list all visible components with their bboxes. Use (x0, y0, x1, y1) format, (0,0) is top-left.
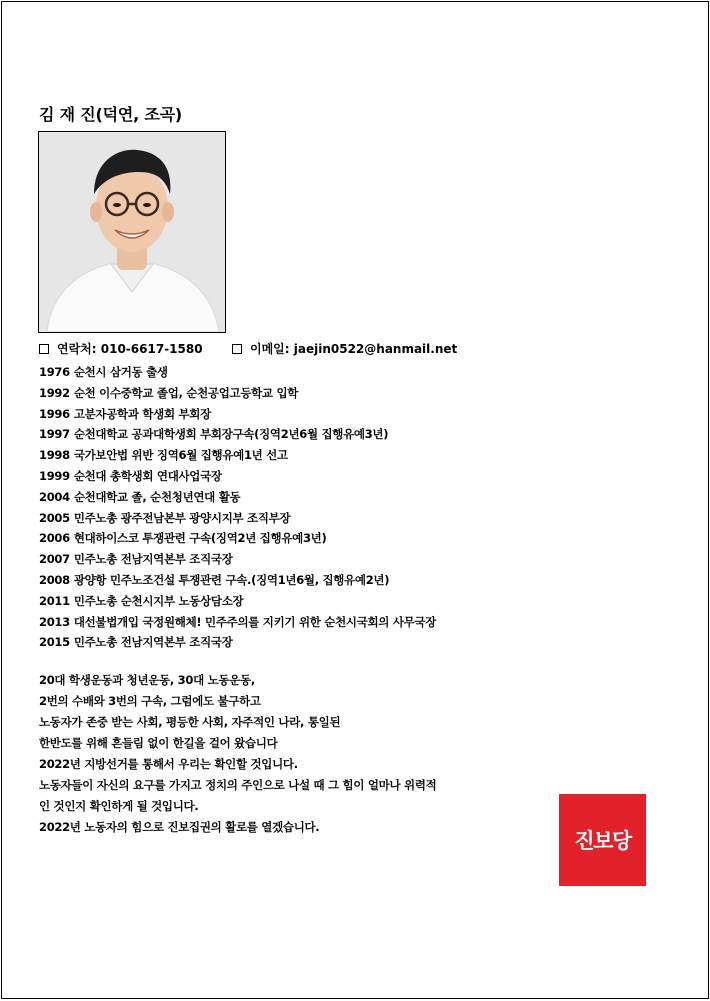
timeline-text: 광양항 민주노조건설 투쟁관련 구속.(징역1년6월, 집행유예2년) (73, 572, 390, 587)
checkbox-square-icon (232, 344, 242, 354)
timeline-row (39, 508, 679, 529)
timeline-year: 2006 (39, 531, 70, 546)
timeline-text: 순천시 삼거동 출생 (73, 365, 168, 379)
timeline-year: 2015 (39, 635, 70, 650)
statement-paragraph (39, 670, 539, 838)
career-timeline (39, 362, 679, 653)
phone-contact (39, 340, 203, 357)
portrait-illustration (39, 132, 225, 332)
timeline-year: 2013 (39, 614, 70, 629)
timeline-row (39, 424, 679, 445)
timeline-row (39, 466, 679, 487)
candidate-photo (38, 131, 226, 333)
party-logo-text: 진보당 (574, 829, 631, 853)
statement-line: 노동자들이 자신의 요구를 가지고 정치의 주인으로 나설 때 그 힘이 얼마나 위력적 (39, 778, 437, 792)
timeline-row (39, 570, 679, 591)
timeline-text: 순천 이수중학교 졸업, 순천공업고등학교 입학 (73, 385, 299, 400)
statement-line: 노동자가 존중 받는 사회, 평등한 사회, 자주적인 나라, 통일된 (39, 715, 341, 729)
statement-line: 2022년 노동자의 힘으로 진보집권의 활로를 열겠습니다. (39, 820, 320, 834)
timeline-year: 1997 (39, 427, 70, 442)
phone-text: 연락처: 010-6617-1580 (57, 342, 203, 356)
timeline-text: 순천대학교 졸, 순천청년연대 활동 (73, 489, 241, 504)
timeline-text: 순천대학교 공과대학생회 부회장구속(징역2년6월 집행유예3년) (73, 427, 389, 442)
timeline-row (39, 404, 679, 425)
timeline-text: 현대하이스코 투쟁관련 구속(징역2년 집행유예3년) (73, 531, 327, 546)
timeline-text: 국가보안법 위반 징역6월 집행유예1년 선고 (73, 448, 288, 463)
candidate-name: 김 재 진(덕연, 조곡) (39, 105, 183, 124)
timeline-year: 1996 (39, 406, 70, 421)
timeline-text: 민주노총 순천시지부 노동상담소장 (73, 593, 244, 608)
statement-line: 한반도를 위해 흔들림 없이 한길을 걸어 왔습니다 (39, 736, 278, 750)
timeline-row (39, 528, 679, 549)
timeline-row (39, 487, 679, 508)
timeline-row (39, 445, 679, 466)
statement-line: 인 것인지 확인하게 될 것입니다. (39, 799, 199, 813)
checkbox-square-icon (39, 344, 49, 354)
timeline-year: 2007 (39, 552, 70, 567)
timeline-year: 2005 (39, 510, 70, 525)
timeline-text: 대선불법개입 국정원해체! 민주주의를 지키기 위한 순천시국회의 사무국장 (73, 614, 437, 629)
timeline-text: 고분자공학과 학생회 부회장 (73, 406, 211, 421)
email-contact (232, 340, 457, 357)
timeline-year: 2011 (39, 593, 70, 608)
timeline-row (39, 591, 679, 612)
timeline-year: 1976 (39, 365, 70, 379)
statement-line: 20대 학생운동과 청년운동, 30대 노동운동, (39, 673, 255, 687)
timeline-row (39, 632, 679, 653)
timeline-year: 2008 (39, 572, 70, 587)
email-text: 이메일: jaejin0522@hanmail.net (250, 342, 458, 356)
timeline-text: 민주노총 전남지역본부 조직국장 (73, 552, 233, 567)
statement-line: 2번의 수배와 3번의 구속, 그럼에도 불구하고 (39, 694, 261, 708)
timeline-text: 민주노총 전남지역본부 조직국장 (73, 635, 233, 650)
timeline-row (39, 383, 679, 404)
timeline-year: 2004 (39, 489, 70, 504)
timeline-year: 1999 (39, 468, 70, 483)
timeline-year: 1998 (39, 448, 70, 463)
timeline-text: 민주노총 광주전남본부 광양시지부 조직부장 (73, 510, 291, 525)
timeline-row (39, 549, 679, 570)
timeline-text: 순천대 총학생회 연대사업국장 (73, 468, 222, 483)
timeline-row (39, 362, 679, 383)
profile-document (1, 1, 709, 999)
party-logo (559, 794, 646, 886)
timeline-year: 1992 (39, 385, 70, 400)
timeline-row (39, 612, 679, 633)
statement-line: 2022년 지방선거를 통해서 우리는 확인할 것입니다. (39, 757, 298, 771)
